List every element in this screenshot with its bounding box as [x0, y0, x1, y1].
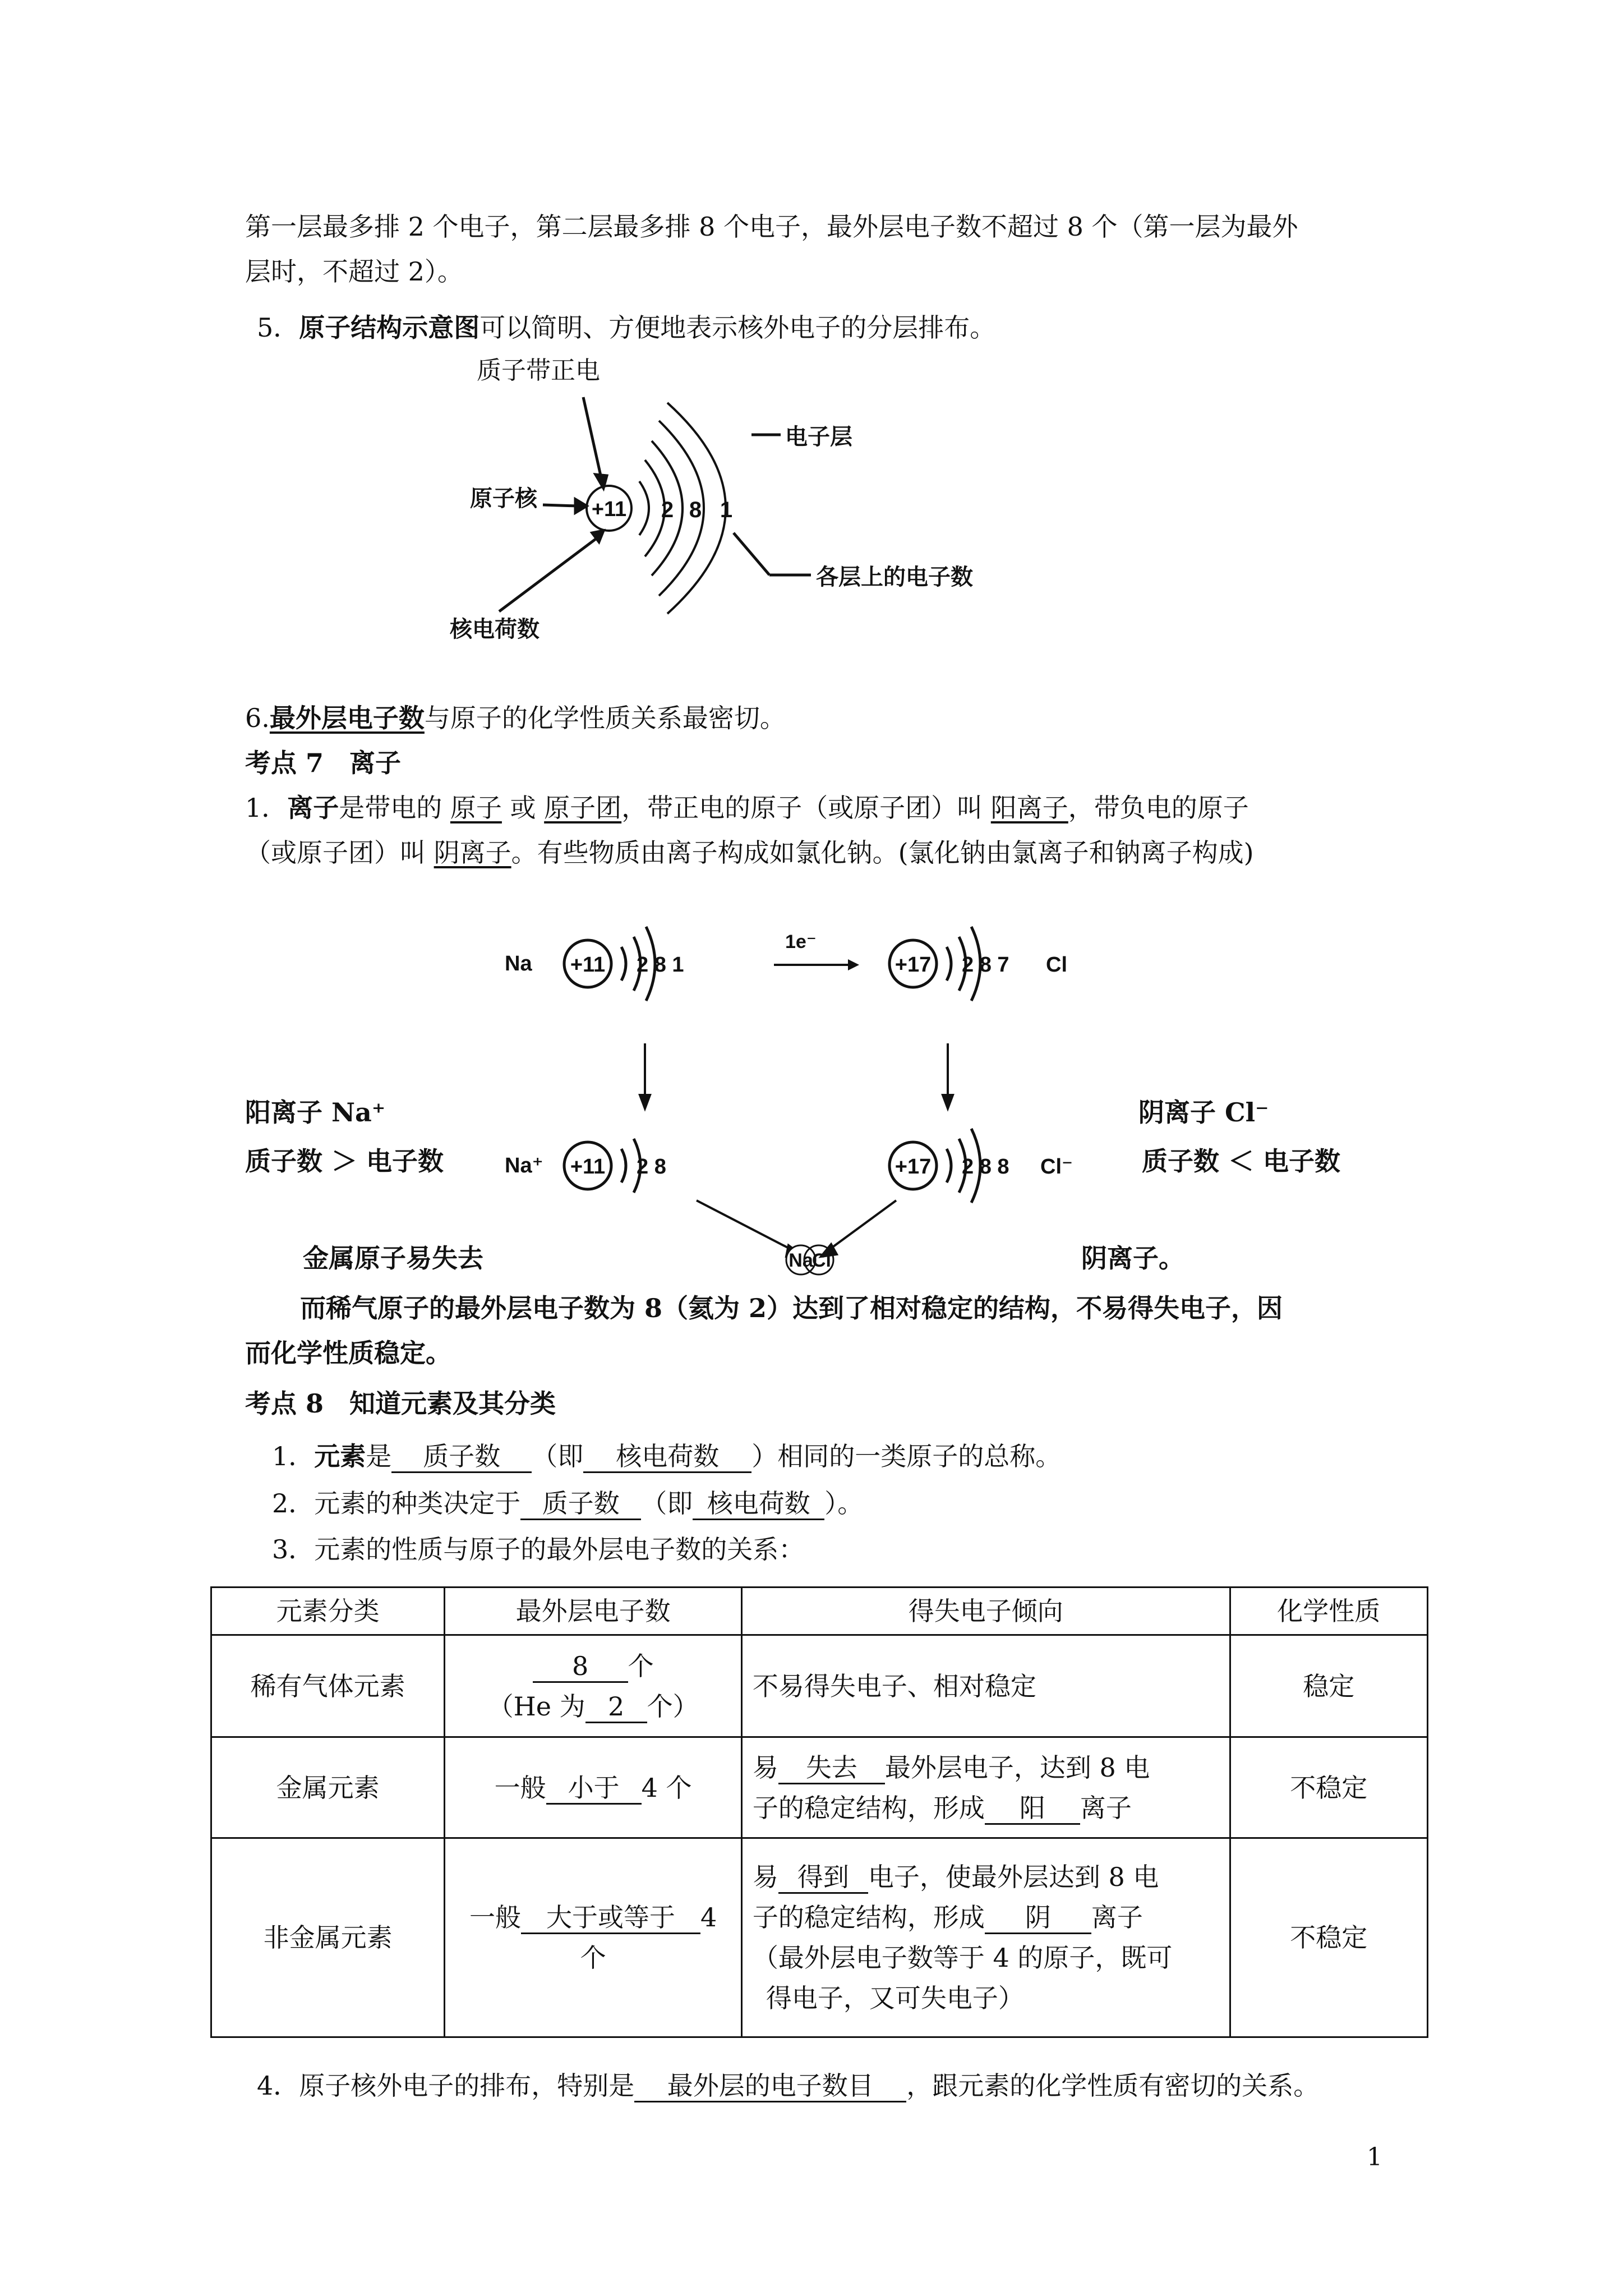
blank-answer: 阳离子 — [990, 793, 1068, 823]
row-metal-category: 金属元素 — [211, 1737, 445, 1838]
blank-answer: 8 — [533, 1651, 628, 1683]
product-cl: Cl — [812, 1250, 831, 1271]
text: （He 为 — [487, 1691, 585, 1722]
blank-answer: 阴 — [985, 1902, 1091, 1934]
text: ）相同的一类原子的总称。 — [751, 1441, 1062, 1471]
na-ion-symbol: Na⁺ — [505, 1154, 543, 1177]
cation-relation: 质子数 ＞ 电子数 — [245, 1146, 444, 1176]
text: 个 — [628, 1650, 654, 1681]
anion-label: 阴离子 Cl⁻ — [1138, 1097, 1269, 1128]
na-electrons: 2 8 1 — [637, 953, 684, 977]
text: ，带正电的原子（或原子团）叫 — [621, 793, 983, 823]
table-row — [211, 1838, 1428, 2037]
row-noble-gas-property: 稳定 — [1230, 1635, 1427, 1737]
blank-answer: 原子 — [450, 793, 502, 823]
element-property-relation: 3．元素的性质与原子的最外层电子数的关系： — [272, 1534, 805, 1565]
blank-answer: 小于 — [546, 1773, 642, 1805]
row-noble-gas-category: 稀有气体元素 — [211, 1635, 445, 1737]
ion-definition-line2 — [245, 836, 1254, 869]
text: 个 — [580, 1943, 606, 1973]
text: 一般 — [494, 1772, 546, 1803]
count-label: 各层上的电子数 — [816, 565, 973, 590]
atom-structure-diagram — [437, 348, 1021, 662]
section-heading-8: 考点 8 知道元素及其分类 — [245, 1388, 556, 1419]
text: ，跟元素的化学性质有密切的关系。 — [906, 2070, 1320, 2101]
element-definition — [272, 1439, 1061, 1473]
blank-answer: 得到 — [778, 1862, 868, 1894]
product-na: Na — [789, 1250, 813, 1271]
text: ）。 — [824, 1488, 864, 1519]
row-metal-electrons — [445, 1737, 742, 1838]
cl-ion-nucleus-charge: +17 — [895, 1155, 932, 1179]
header-category: 元素分类 — [211, 1588, 445, 1635]
item-text: 可以简明、方便地表示核外电子的分层排布。 — [479, 312, 996, 343]
noble-gas-line2: 而化学性质稳定。 — [245, 1338, 451, 1368]
header-outer-electrons: 最外层电子数 — [445, 1588, 742, 1635]
cl-ion-symbol: Cl⁻ — [1040, 1155, 1073, 1179]
charge-label: 核电荷数 — [450, 617, 540, 642]
item-text: 与原子的化学性质关系最密切。 — [424, 703, 786, 733]
paragraph-shell-rule-line1: 第一层最多排 2 个电子，第二层最多排 8 个电子，最外层电子数不超过 8 个（第一层为最外 — [245, 211, 1298, 242]
row-noble-gas-electrons — [445, 1635, 742, 1737]
nucleus-charge: +11 — [591, 498, 627, 521]
text: 离子 — [1080, 1792, 1132, 1823]
blank-answer: 原子团 — [544, 793, 622, 823]
text: （即 — [532, 1441, 584, 1471]
text: 得电子，又可失电子） — [766, 1983, 1024, 2013]
element-type-determinant — [272, 1487, 863, 1520]
electron-transfer-label: 1e⁻ — [785, 931, 817, 953]
blank-answer: 最外层的电子数目 — [634, 2070, 906, 2102]
shell-3-count: 1 — [720, 498, 733, 522]
nacl-formation-diagram — [494, 898, 1099, 1279]
text: 是带电的 — [339, 793, 442, 823]
text: 2．元素的种类决定于 — [272, 1488, 521, 1519]
text: 4．原子核外电子的排布，特别是 — [257, 2070, 635, 2101]
transfer-arrowhead — [848, 959, 859, 970]
reaction-arrows — [640, 1043, 953, 1257]
diagram-leader-lines — [499, 397, 811, 611]
text: ，带负电的原子 — [1068, 793, 1249, 823]
ion-definition-line1 — [245, 791, 1249, 825]
electron-arrangement-note — [257, 2069, 1319, 2102]
row-metal-tendency — [741, 1737, 1230, 1838]
bold-term: 元素 — [314, 1441, 366, 1471]
text: 易 — [752, 1752, 778, 1783]
blank-answer: 质子数 — [391, 1441, 532, 1473]
item-number: 6. — [245, 703, 270, 733]
text: 个） — [647, 1691, 699, 1722]
row-nonmetal-tendency — [741, 1838, 1230, 2037]
shell-2-count: 8 — [689, 498, 702, 522]
cl-electrons: 2 8 7 — [962, 953, 1009, 977]
text: 一般 — [469, 1902, 521, 1932]
row-metal-property: 不稳定 — [1230, 1737, 1427, 1838]
text: 易 — [752, 1862, 778, 1892]
bold-term: 离子 — [287, 793, 339, 823]
text: 。有些物质由离子构成如氯化钠。(氯化钠由氯离子和钠离子构成) — [511, 838, 1254, 868]
item-number: 1． — [272, 1441, 315, 1471]
header-electron-tendency: 得失电子倾向 — [741, 1588, 1230, 1635]
row-noble-gas-tendency: 不易得失电子、相对稳定 — [741, 1635, 1230, 1737]
na-ion-electrons: 2 8 — [637, 1155, 666, 1179]
blank-answer: 核电荷数 — [583, 1441, 751, 1473]
item-5 — [257, 311, 995, 344]
item-number: 5． — [257, 312, 299, 343]
row-nonmetal-property: 不稳定 — [1230, 1838, 1427, 2037]
electron-shell-arcs — [639, 403, 726, 614]
page-number: 1 — [1367, 2143, 1382, 2171]
element-classification-table — [210, 1586, 1428, 2038]
noble-gas-line1: 而稀气原子的最外层电子数为 8（氦为 2）达到了相对稳定的结构，不易得失电子，因 — [300, 1293, 1283, 1323]
text: 最外层电子，达到 8 电 — [884, 1752, 1150, 1783]
anion-relation: 质子数 ＜ 电子数 — [1142, 1146, 1341, 1176]
text: 是 — [366, 1441, 392, 1471]
cl-symbol: Cl — [1046, 953, 1067, 977]
text: 或 — [510, 793, 536, 823]
na-ion-nucleus-charge: +11 — [570, 1155, 606, 1179]
text: （最外层电子数等于 4 的原子，既可 — [752, 1943, 1173, 1973]
blank-answer: 2 — [585, 1691, 647, 1723]
shell-label: 电子层 — [785, 425, 852, 449]
text: 4 个 — [641, 1772, 692, 1803]
text: 离子 — [1091, 1902, 1143, 1932]
nucleus-label: 原子核 — [470, 486, 537, 511]
paragraph-shell-rule-line2: 层时，不超过 2）。 — [245, 256, 463, 287]
blank-answer: 大于或等于 — [521, 1902, 700, 1934]
na-nucleus-charge: +11 — [570, 953, 606, 977]
text: （即 — [641, 1488, 693, 1519]
item-6 — [245, 701, 786, 735]
row-nonmetal-electrons — [445, 1838, 742, 2037]
blank-answer: 阳 — [985, 1793, 1080, 1825]
row-nonmetal-category: 非金属元素 — [211, 1838, 445, 2037]
text: （或原子团）叫 — [245, 838, 426, 868]
table-header-row — [211, 1588, 1428, 1635]
text: 子的稳定结构，形成 — [752, 1902, 985, 1932]
text: 电子，使最外层达到 8 电 — [868, 1862, 1159, 1892]
proton-label: 质子带正电 — [477, 356, 600, 385]
metal-atom-line-start: 金属原子易失去 — [303, 1243, 483, 1273]
blank-answer: 核电荷数 — [693, 1488, 824, 1520]
bold-term: 原子结构示意图 — [299, 312, 480, 343]
table-row — [211, 1635, 1428, 1737]
item-number: 1． — [245, 793, 288, 823]
blank-answer: 质子数 — [520, 1488, 641, 1520]
section-heading-7: 考点 7 离子 — [245, 748, 402, 778]
text: 子的稳定结构，形成 — [752, 1792, 985, 1823]
text: 4 — [700, 1902, 717, 1932]
metal-atom-line-end: 阴离子。 — [1081, 1243, 1184, 1273]
cation-label: 阳离子 Na⁺ — [245, 1097, 386, 1128]
blank-answer: 阴离子 — [434, 838, 511, 868]
cl-ion-electrons: 2 8 8 — [962, 1155, 1009, 1179]
blank-answer: 最外层电子数 — [269, 703, 425, 733]
blank-answer: 失去 — [778, 1752, 885, 1784]
na-symbol: Na — [505, 952, 532, 976]
cl-nucleus-charge: +17 — [895, 953, 932, 977]
shell-1-count: 2 — [661, 498, 674, 522]
table-row — [211, 1737, 1428, 1838]
header-chemical-property: 化学性质 — [1230, 1588, 1427, 1635]
